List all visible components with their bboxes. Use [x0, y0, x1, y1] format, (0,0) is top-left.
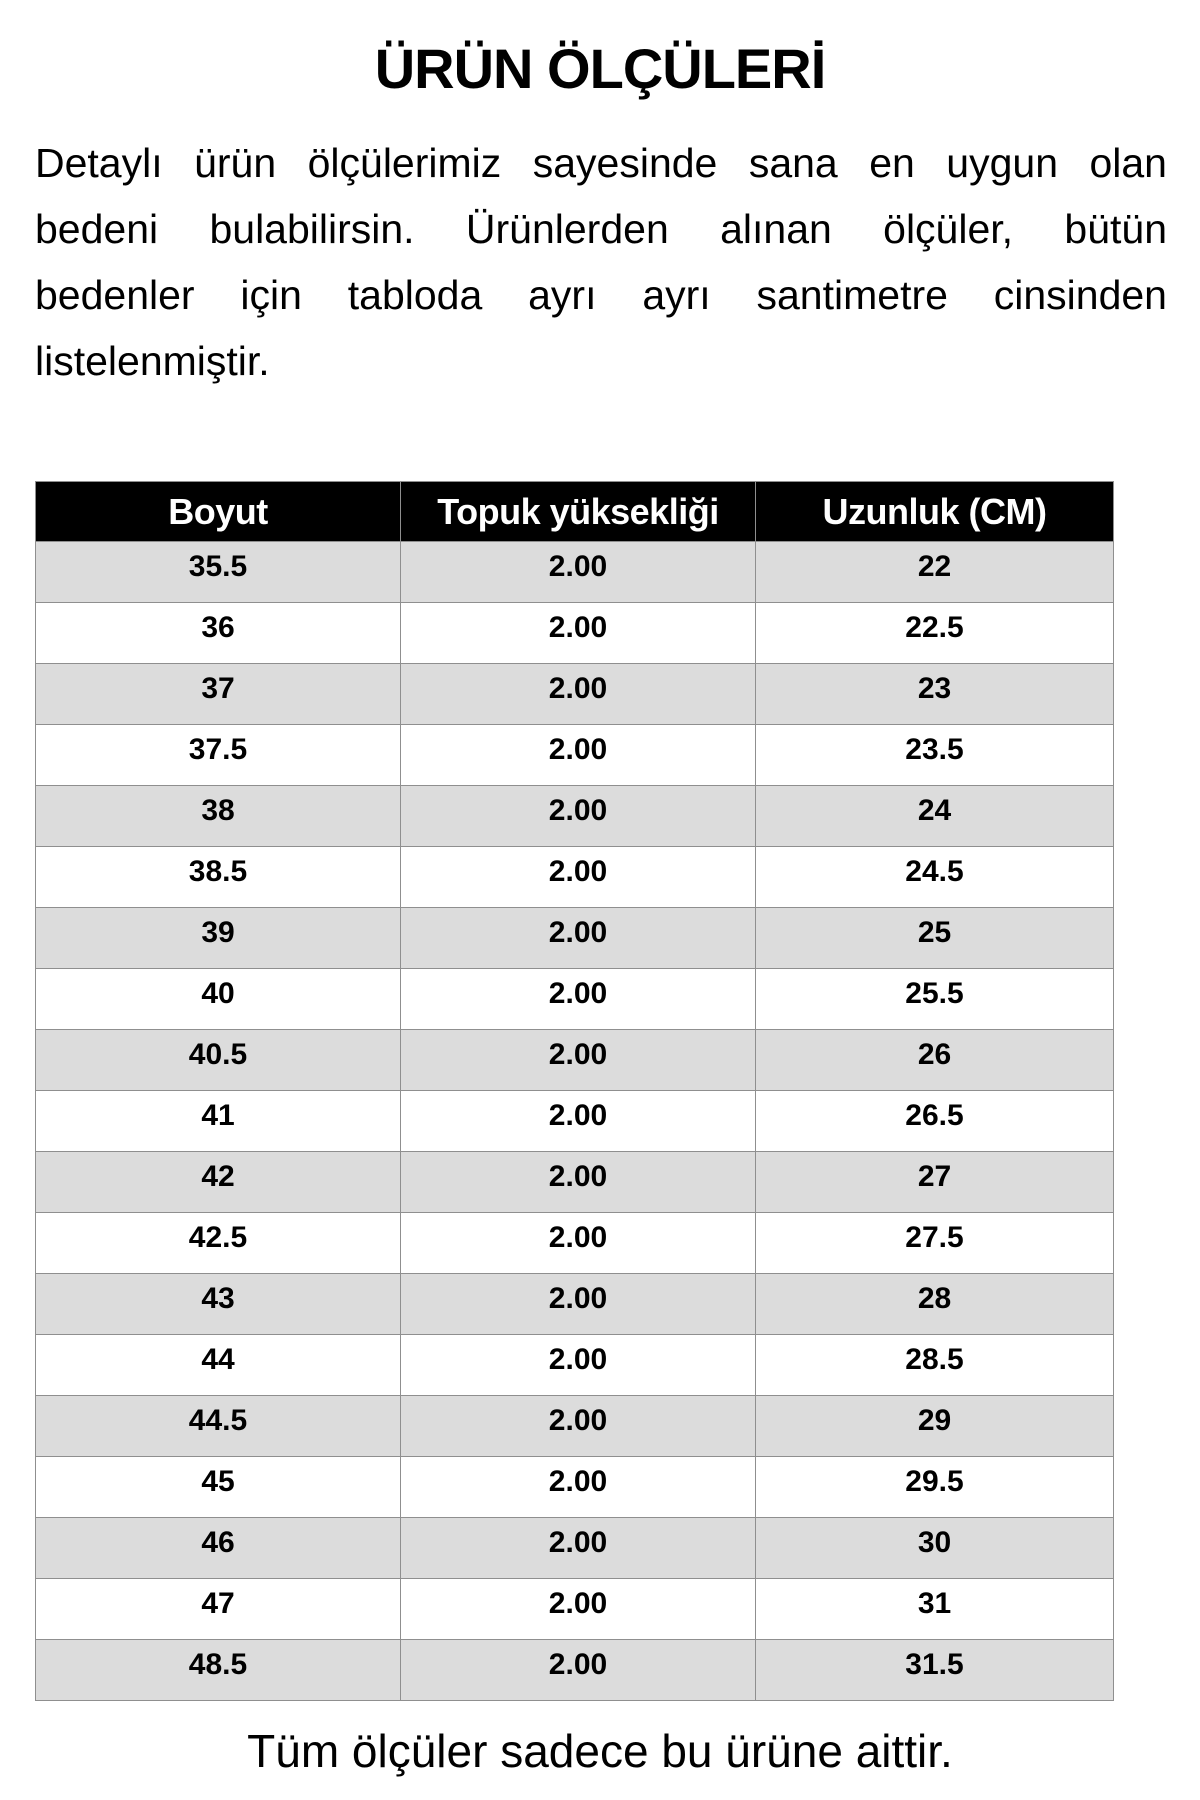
table-cell: 2.00 — [401, 786, 756, 847]
table-cell: 46 — [36, 1518, 401, 1579]
intro-paragraph — [35, 130, 1167, 394]
table-cell: 37 — [36, 664, 401, 725]
table-cell: 41 — [36, 1091, 401, 1152]
table-cell: 27.5 — [756, 1213, 1114, 1274]
table-cell: 23 — [756, 664, 1114, 725]
table-cell: 37.5 — [36, 725, 401, 786]
table-cell: 2.00 — [401, 1335, 756, 1396]
table-cell: 42 — [36, 1152, 401, 1213]
table-row — [36, 542, 1114, 603]
table-cell: 29 — [756, 1396, 1114, 1457]
table-row — [36, 1579, 1114, 1640]
column-header-heel-height: Topuk yüksekliği — [401, 482, 756, 542]
table-cell: 2.00 — [401, 1274, 756, 1335]
table-cell: 35.5 — [36, 542, 401, 603]
table-cell: 2.00 — [401, 725, 756, 786]
table-row — [36, 908, 1114, 969]
table-cell: 39 — [36, 908, 401, 969]
page-title: ÜRÜN ÖLÇÜLERİ — [374, 37, 826, 100]
table-cell: 40.5 — [36, 1030, 401, 1091]
column-header-size: Boyut — [36, 482, 401, 542]
table-row — [36, 1335, 1114, 1396]
table-row — [36, 1518, 1114, 1579]
table-cell: 2.00 — [401, 847, 756, 908]
size-table — [35, 481, 1114, 1701]
table-cell: 2.00 — [401, 1152, 756, 1213]
table-cell: 26 — [756, 1030, 1114, 1091]
table-cell: 44 — [36, 1335, 401, 1396]
table-cell: 2.00 — [401, 1640, 756, 1701]
table-cell: 2.00 — [401, 908, 756, 969]
intro-line-3: bedenler için tabloda ayrı ayrı santimetre cinsinden — [35, 272, 1167, 318]
table-row — [36, 1396, 1114, 1457]
table-cell: 2.00 — [401, 1457, 756, 1518]
table-row — [36, 847, 1114, 908]
table-row — [36, 1030, 1114, 1091]
table-cell: 23.5 — [756, 725, 1114, 786]
table-cell: 2.00 — [401, 1091, 756, 1152]
table-cell: 48.5 — [36, 1640, 401, 1701]
table-row — [36, 1274, 1114, 1335]
intro-line-4: listelenmiştir. — [35, 338, 270, 384]
table-cell: 30 — [756, 1518, 1114, 1579]
table-cell: 27 — [756, 1152, 1114, 1213]
table-cell: 29.5 — [756, 1457, 1114, 1518]
table-row — [36, 1091, 1114, 1152]
intro-line-1: Detaylı ürün ölçülerimiz sayesinde sana en uygun olan — [35, 140, 1167, 186]
table-cell: 2.00 — [401, 1579, 756, 1640]
table-cell: 2.00 — [401, 969, 756, 1030]
table-cell: 40 — [36, 969, 401, 1030]
table-cell: 25 — [756, 908, 1114, 969]
table-cell: 36 — [36, 603, 401, 664]
table-cell: 42.5 — [36, 1213, 401, 1274]
footer-note: Tüm ölçüler sadece bu ürüne aittir. — [247, 1725, 953, 1777]
size-table-body — [36, 542, 1114, 1701]
table-row — [36, 1213, 1114, 1274]
table-row — [36, 786, 1114, 847]
size-table-head — [36, 482, 1114, 542]
table-cell: 31.5 — [756, 1640, 1114, 1701]
table-cell: 43 — [36, 1274, 401, 1335]
column-header-length: Uzunluk (CM) — [756, 482, 1114, 542]
intro-line-2: bedeni bulabilirsin. Ürünlerden alınan ölçüler, bütün — [35, 206, 1167, 252]
table-cell: 28.5 — [756, 1335, 1114, 1396]
table-cell: 22.5 — [756, 603, 1114, 664]
table-cell: 2.00 — [401, 603, 756, 664]
header-row — [36, 482, 1114, 542]
table-row — [36, 725, 1114, 786]
table-cell: 2.00 — [401, 1396, 756, 1457]
table-cell: 45 — [36, 1457, 401, 1518]
table-cell: 38.5 — [36, 847, 401, 908]
table-cell: 24.5 — [756, 847, 1114, 908]
table-cell: 2.00 — [401, 1518, 756, 1579]
table-cell: 2.00 — [401, 1030, 756, 1091]
table-cell: 22 — [756, 542, 1114, 603]
table-cell: 26.5 — [756, 1091, 1114, 1152]
table-row — [36, 1640, 1114, 1701]
table-cell: 28 — [756, 1274, 1114, 1335]
table-row — [36, 969, 1114, 1030]
table-cell: 31 — [756, 1579, 1114, 1640]
table-cell: 25.5 — [756, 969, 1114, 1030]
table-cell: 2.00 — [401, 542, 756, 603]
table-cell: 2.00 — [401, 1213, 756, 1274]
table-cell: 44.5 — [36, 1396, 401, 1457]
table-row — [36, 664, 1114, 725]
table-cell: 38 — [36, 786, 401, 847]
table-cell: 24 — [756, 786, 1114, 847]
table-cell: 2.00 — [401, 664, 756, 725]
table-row — [36, 603, 1114, 664]
table-row — [36, 1457, 1114, 1518]
table-row — [36, 1152, 1114, 1213]
table-cell: 47 — [36, 1579, 401, 1640]
